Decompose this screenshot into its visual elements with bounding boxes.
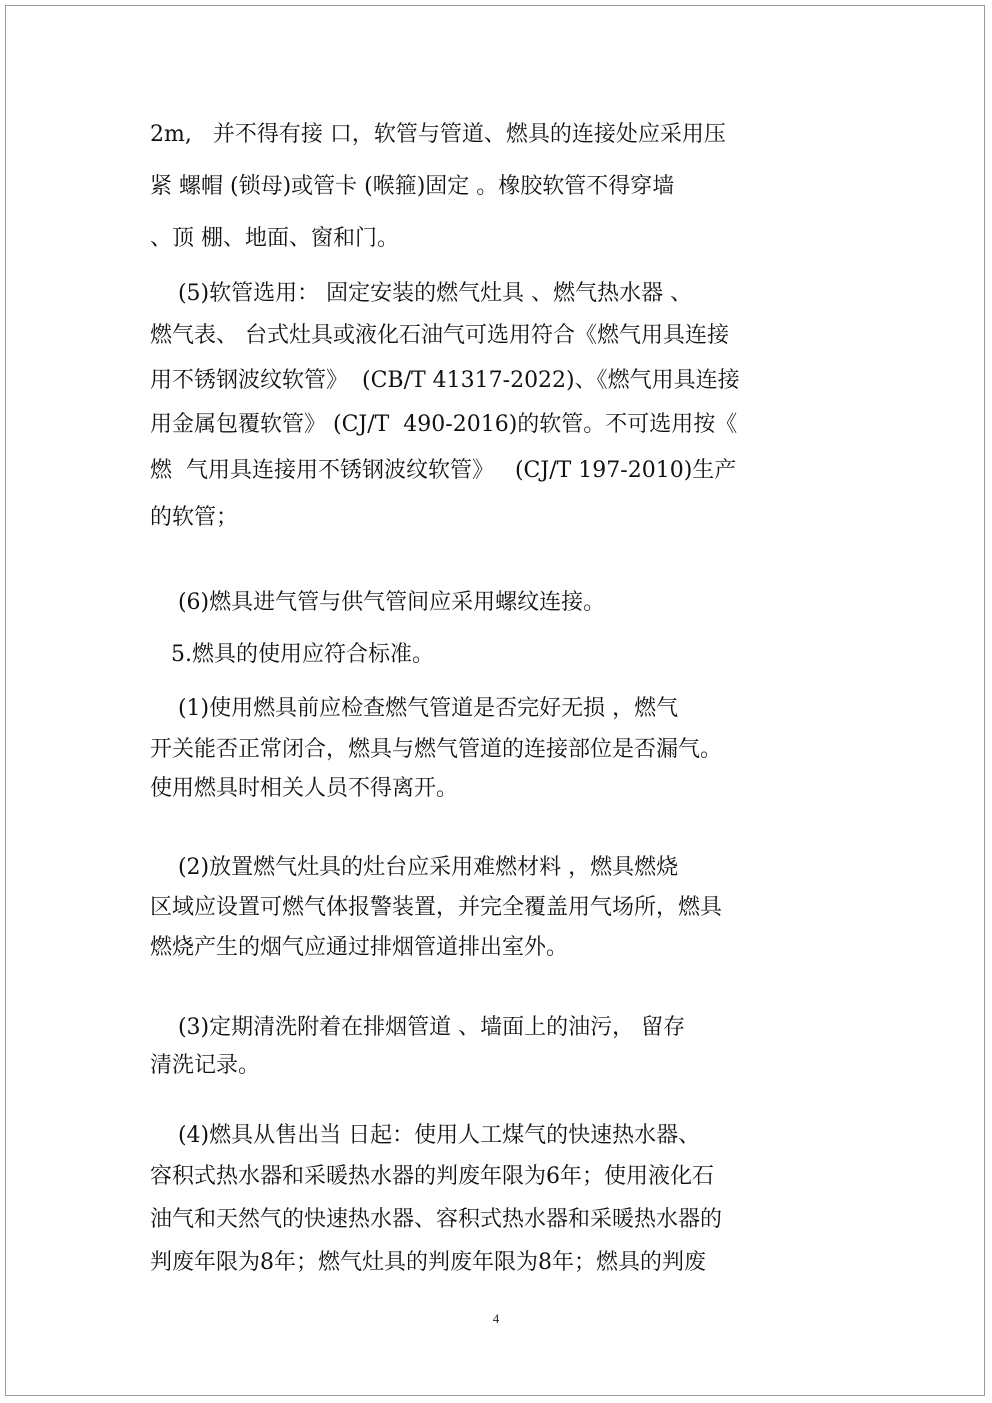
text-line: 开关能否正常闭合，燃具与燃气管道的连接部位是否漏气。 [150,737,723,762]
text-line: (4)燃具从售出当 日起：使用人工煤气的快速热水器、 [150,1123,701,1148]
text-line: 的软管； [150,505,239,530]
text-line: (1)使用燃具前应检查燃气管道是否完好无损 ，燃气 [150,696,679,721]
text-line: 、顶 棚、地面、窗和门。 [150,226,399,251]
text-line: (5)软管选用： 固定安装的燃气灶具 、燃气热水器 、 [150,281,693,306]
page-number: 4 [492,1311,500,1326]
text-line: 区域应设置可燃气体报警装置，并完全覆盖用气场所，燃具 [150,895,723,920]
text-line: 使用燃具时相关人员不得离开。 [150,776,459,801]
text-line: 油气和天然气的快速热水器、容积式热水器和采暖热水器的 [150,1207,723,1232]
text-line: 判废年限为8年；燃气灶具的判废年限为8年；燃具的判废 [150,1250,706,1275]
text-line: (6)燃具进气管与供气管间应采用螺纹连接。 [150,590,606,615]
text-line: 用不锈钢波纹软管》 (CB/T 41317-2022)、《燃气用具连接 [150,368,740,393]
text-line: 容积式热水器和采暖热水器的判废年限为6年；使用液化石 [150,1164,714,1189]
text-line: 燃烧产生的烟气应通过排烟管道排出室外。 [150,935,569,960]
text-line: (2)放置燃气灶具的灶台应采用难燃材料 ，燃具燃烧 [150,855,679,880]
text-line: (3)定期清洗附着在排烟管道 、墙面上的油污， 留存 [150,1015,686,1040]
text-line: 紧 螺帽 (锁母)或管卡 (喉箍)固定 。橡胶软管不得穿墙 [150,174,675,199]
text-line: 燃 气用具连接用不锈钢波纹软管》 (CJ/T 197-2010)生产 [150,458,737,483]
text-line: 清洗记录。 [150,1053,261,1078]
text-line: 2m, 并不得有接 口，软管与管道、燃具的连接处应采用压 [150,122,726,147]
text-line: 用金属包覆软管》 (CJ/T 490-2016)的软管。不可选用按《 [150,412,738,437]
text-line: 5.燃具的使用应符合标准。 [150,642,434,667]
text-line: 燃气表、 台式灶具或液化石油气可选用符合《燃气用具连接 [150,323,729,348]
